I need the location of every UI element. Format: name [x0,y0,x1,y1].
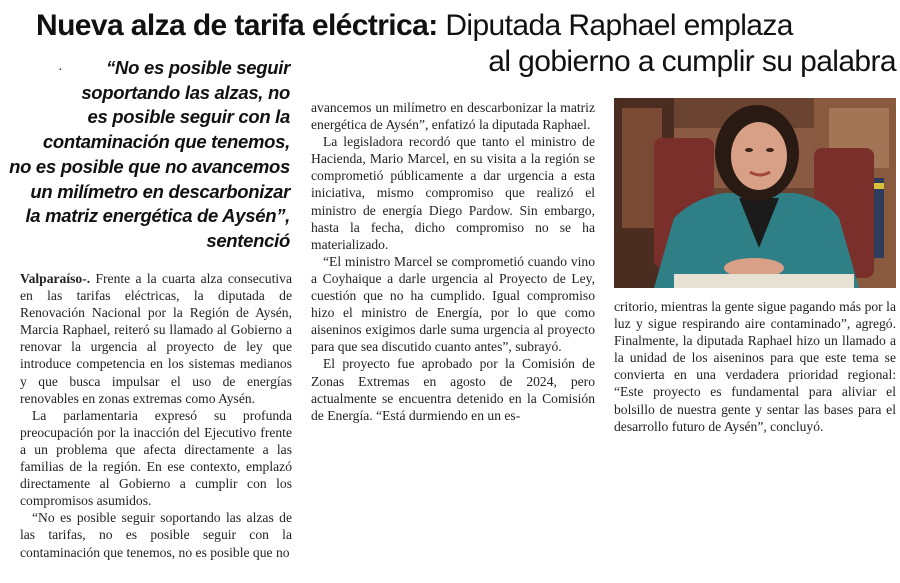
headline-rest-line-1: Diputada Raphael emplaza [437,9,793,42]
pullquote-line: “No es posible seguir [106,57,290,78]
deputy-portrait-illustration [614,98,896,288]
pullquote [0,56,290,254]
article-paragraph: avancemos un milímetro en descarbonizar la matriz energética de Aysén”, enfatizó la diputada Raphael. [311,100,595,133]
article-paragraph: El proyecto fue aprobado por la Comisión de Zonas Extremas en agosto de 2024, pero actualmente se encuentra detenido en la Comisión de Energía. “Está durmiendo en un es- [311,356,595,423]
article-paragraph: critorio, mientras la gente sigue pagando más por la luz y sigue respirando aire contaminado”, agregó. Finalmente, la diputada Raphael hizo un llamado a la unidad de los aiseninos para que este tema se convierta en una verdadera prioridad regional: “Este proyecto es fundamental para aliviar el bolsillo de nuestra gente y sentar las bases para el desarrollo futuro de Aysén”, concluyó. [614,299,896,434]
article-column-3 [614,298,896,435]
pullquote-bullet: · [58,60,63,76]
headline-bold-part: Nueva alza de tarifa eléctrica: [36,9,438,42]
article-paragraph: La parlamentaria expresó su profunda preocupación por la inacción del Ejecutivo frente a un problema que afecta directamente a las familias de la región. En ese contexto, emplazó directamente al Gobierno a cumplir con los compromisos asumidos. [20,407,292,509]
pullquote-line: un milímetro en descarbonizar [30,180,290,202]
dateline: Valparaíso-. [20,271,91,286]
headline-line-2: al gobierno a cumplir su palabra [488,45,896,78]
pullquote-line: no es posible que no avancemos [9,155,290,177]
pullquote-line: la matriz energética de Aysén”, [25,205,290,227]
pullquote-line: sentenció [206,229,290,251]
article-paragraph: La legisladora recordó que tanto el ministro de Hacienda, Mario Marcel, en su visita a la región se comprometió públicamente a dar urgencia a esta iniciativa, mismo compromiso que realizó el ministro de energía Diego Pardow. Sin embargo, hasta la fecha, dicho compromiso no se ha materializado. [311,134,595,252]
deputy-photo [614,98,896,288]
article-paragraph: “El ministro Marcel se comprometió cuando vino a Coyhaique a darle urgencia al Proyecto de Ley, cuestión que no ha cumplido. Igual compromiso hizo el ministro de Energía, por lo que como aiseninos exigimos darle suma urgencia al proyecto para que sea discutido cuanto antes”, subrayó. [311,253,595,355]
pullquote-line: soportando las alzas, no [81,81,290,103]
article-paragraph [20,270,292,407]
headline-line-1 [0,8,896,44]
pullquote-line: es posible seguir con la [87,106,290,128]
pullquote-line: contaminación que tenemos, [42,131,290,153]
article-column-2 [311,99,595,424]
paragraph-text: Frente a la cuarta alza consecutiva en las tarifas eléctricas, la diputada de Renovación Nacional por la Región de Aysén, Marcia Raphael, reiteró su llamado al Gobierno a renovar la urgencia al proyecto de ley que introduce competencia en los sistemas medianos y que busca impulsar el uso de energías renovables en zonas extremas como Aysén. [20,271,292,406]
article-column-1 [20,270,292,561]
article-paragraph: “No es posible seguir soportando las alzas de las tarifas, no es posible seguir con la contaminación que tenemos, no es posible que no [20,510,292,560]
